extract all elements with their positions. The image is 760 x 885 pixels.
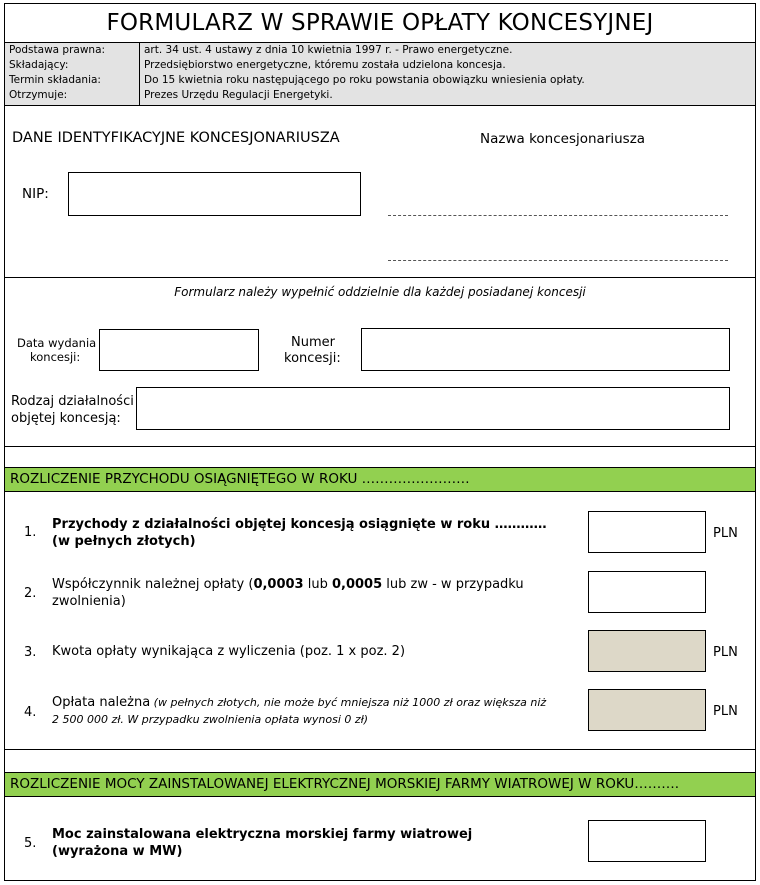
item-number: 5. [24,836,37,851]
item-label [52,577,524,593]
meta-row [5,43,755,58]
item-label-note: 2 500 000 zł. W przypadku zwolnienia opłata wynosi 0 zł) [52,713,369,726]
item-number: 4. [24,705,37,720]
item-label: Kwota opłaty wynikająca z wyliczenia (poz. 1 x poz. 2) [52,644,406,659]
item-label-note: (w pełnych złotych, nie może być mniejsza niż 1000 zł oraz większa niż [150,696,547,709]
capacity-input[interactable] [588,820,706,862]
item-label [52,695,546,711]
coefficient-value: 0,0003 [253,577,304,592]
item-label: Moc zainstalowana elektryczna morskiej farmy wiatrowej [52,827,473,842]
meta-row [5,58,755,73]
meta-key: Otrzymuje: [9,89,68,101]
meta-key: Składający: [9,59,69,71]
nip-input[interactable] [68,172,361,216]
item-label-part: Opłata należna [52,695,151,710]
item-label-sub: (w pełnych złotych) [52,534,196,549]
meta-row [5,88,755,103]
divider [5,277,755,278]
date-label-line1: Data wydania [17,336,97,350]
meta-value: Przedsiębiorstwo energetyczne, któremu została udzielona koncesja. [144,59,506,71]
item-label-part: lub [303,577,332,592]
divider [5,749,755,750]
revenue-input[interactable] [588,511,706,553]
section-header-revenue: ROZLICZENIE PRZYCHODU OSIĄGNIĘTEGO W ROKU …………………… [5,467,755,492]
fee-computed-field[interactable] [588,630,706,672]
name-label: Nazwa koncesjonariusza [480,131,646,147]
date-input[interactable] [99,329,259,371]
fee-due-field[interactable] [588,689,706,731]
item-number: 2. [24,586,37,601]
coefficient-value: 0,0005 [331,577,383,592]
nip-label: NIP: [22,186,49,202]
activity-label-line1: Rodzaj działalności [11,394,134,409]
divider [5,446,755,447]
number-label-line2: koncesji: [284,351,341,366]
name-line-2[interactable] [388,260,728,261]
item-number: 3. [24,645,37,660]
name-line-1[interactable] [388,215,728,216]
meta-row [5,73,755,88]
number-input[interactable] [361,328,730,371]
activity-label-line2: objętej koncesją: [11,411,121,426]
item-label: Przychody z działalności objętej koncesją osiągnięte w roku ………… [52,517,547,532]
unit-label: PLN [713,704,738,719]
meta-value: Do 15 kwietnia roku następującego po roku powstania obowiązku wniesienia opłaty. [144,74,585,86]
item-label-part: Współczynnik należnej opłaty ( [52,577,254,592]
unit-label: PLN [713,645,738,660]
meta-key: Podstawa prawna: [9,44,106,56]
concession-note: Formularz należy wypełnić oddzielnie dla każdej posiadanej koncesji [174,285,586,299]
unit-label: PLN [713,526,738,541]
item-label-sub: zwolnienia) [52,594,126,609]
number-label-line1: Numer [291,335,335,350]
coefficient-input[interactable] [588,571,706,613]
item-label-sub: (wyrażona w MW) [52,844,183,859]
date-label-line2: koncesji: [30,350,81,364]
meta-block [5,43,755,106]
activity-input[interactable] [136,387,730,430]
item-label-part: lub zw - w przypadku [382,577,524,592]
meta-value: Prezes Urzędu Regulacji Energetyki. [144,89,333,101]
meta-value: art. 34 ust. 4 ustawy z dnia 10 kwietnia 1997 r. - Prawo energetyczne. [144,44,513,56]
ident-heading: DANE IDENTYFIKACYJNE KONCESJONARIUSZA [12,130,340,146]
form-title: FORMULARZ W SPRAWIE OPŁATY KONCESYJNEJ [4,3,756,43]
section-header-wind-capacity: ROZLICZENIE MOCY ZAINSTALOWANEJ ELEKTRYCZNEJ MORSKIEJ FARMY WIATROWEJ W ROKU………. [5,772,755,797]
item-number: 1. [24,525,37,540]
meta-key: Termin składania: [9,74,101,86]
